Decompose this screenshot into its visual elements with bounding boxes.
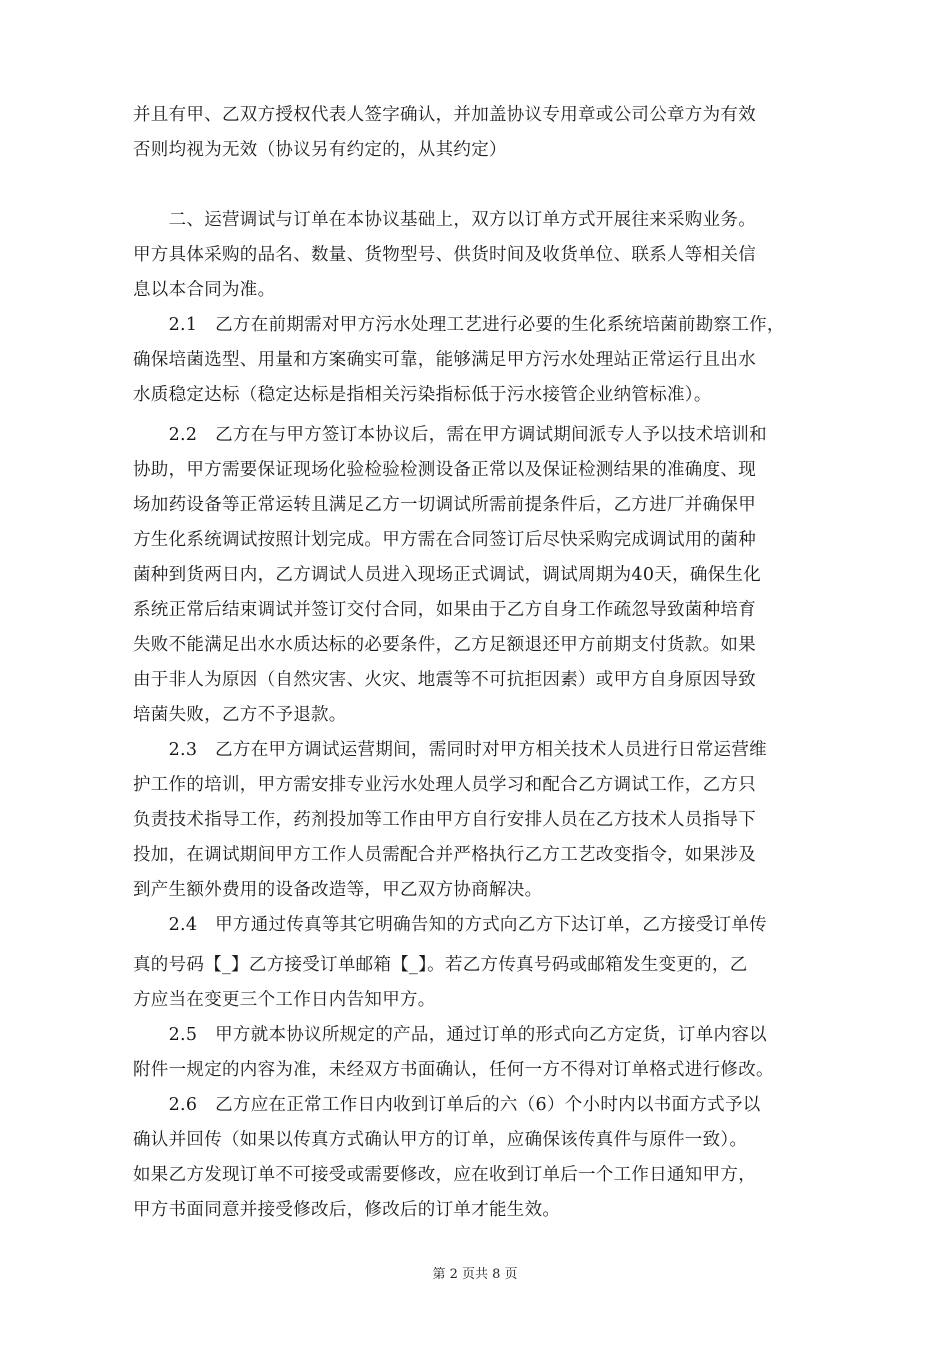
text-line: 2.5 甲方就本协议所规定的产品，通过订单的形式向乙方定货，订单内容以 <box>133 1025 767 1045</box>
text-line: 培菌失败，乙方不予退款。 <box>133 705 347 725</box>
text-line: 2.3 乙方在甲方调试运营期间，需同时对甲方相关技术人员进行日常运营维 <box>133 740 767 760</box>
text-line: 菌种到货两日内，乙方调试人员进入现场正式调试，调试周期为40天，确保生化 <box>133 565 762 585</box>
text-line: 系统正常后结束调试并签订交付合同，如果由于乙方自身工作疏忽导致菌种培育 <box>133 600 756 620</box>
text-line: 护工作的培训，甲方需安排专业污水处理人员学习和配合乙方调试工作，乙方只 <box>133 775 756 795</box>
text-line: 到产生额外费用的设备改造等，甲乙双方协商解决。 <box>133 880 543 900</box>
text-line: 2.1 乙方在前期需对甲方污水处理工艺进行必要的生化系统培菌前勘察工作， <box>133 315 785 335</box>
text-line: 方生化系统调试按照计划完成。甲方需在合同签订后尽快采购完成调试用的菌种 <box>133 530 756 550</box>
text-line: 由于非人为原因（自然灾害、火灾、地震等不可抗拒因素）或甲方自身原因导致 <box>133 670 756 690</box>
text-line: 二、运营调试与订单在本协议基础上，双方以订单方式开展往来采购业务。 <box>133 210 756 230</box>
text-line: 负责技术指导工作，药剂投加等工作由甲方自行安排人员在乙方技术人员指导下 <box>133 810 756 830</box>
text-line: 场加药设备等正常运转且满足乙方一切调试所需前提条件后，乙方进厂并确保甲 <box>133 495 756 515</box>
text-line: 甲方书面同意并接受修改后，修改后的订单才能生效。 <box>133 1200 561 1220</box>
text-line: 水质稳定达标（稳定达标是指相关污染指标低于污水接管企业纳管标准）。 <box>133 385 712 405</box>
text-line: 附件一规定的内容为准，未经双方书面确认，任何一方不得对订单格式进行修改。 <box>133 1060 774 1080</box>
text-line: 投加，在调试期间甲方工作人员需配合并严格执行乙方工艺改变指令，如果涉及 <box>133 845 756 865</box>
text-line: 息以本合同为准。 <box>133 280 276 300</box>
text-line: 方应当在变更三个工作日内告知甲方。 <box>133 990 436 1010</box>
text-line: 否则均视为无效（协议另有约定的，从其约定） <box>133 140 507 160</box>
text-line: 2.6 乙方应在正常工作日内收到订单后的六（6）个小时内以书面方式予以 <box>133 1095 761 1115</box>
text-line: 2.2 乙方在与甲方签订本协议后，需在甲方调试期间派专人予以技术培训和 <box>133 425 767 445</box>
text-line: 真的号码【_】乙方接受订单邮箱【_】。若乙方传真号码或邮箱发生变更的，乙 <box>133 955 748 975</box>
text-line: 失败不能满足出水水质达标的必要条件，乙方足额退还甲方前期支付货款。如果 <box>133 635 756 655</box>
text-line: 如果乙方发现订单不可接受或需要修改，应在收到订单后一个工作日通知甲方， <box>133 1165 756 1185</box>
text-line: 并且有甲、乙双方授权代表人签字确认，并加盖协议专用章或公司公章方为有效 <box>133 105 756 125</box>
text-line: 协助，甲方需要保证现场化验检验检测设备正常以及保证检测结果的准确度、现 <box>133 460 756 480</box>
page-number-footer: 第 2 页共 8 页 <box>432 1267 518 1282</box>
text-line: 2.4 甲方通过传真等其它明确告知的方式向乙方下达订单，乙方接受订单传 <box>133 915 767 935</box>
text-line: 甲方具体采购的品名、数量、货物型号、供货时间及收货单位、联系人等相关信 <box>133 245 756 265</box>
text-line: 确保培菌选型、用量和方案确实可靠，能够满足甲方污水处理站正常运行且出水 <box>133 350 756 370</box>
text-line: 确认并回传（如果以传真方式确认甲方的订单，应确保该传真件与原件一致）。 <box>133 1130 748 1150</box>
